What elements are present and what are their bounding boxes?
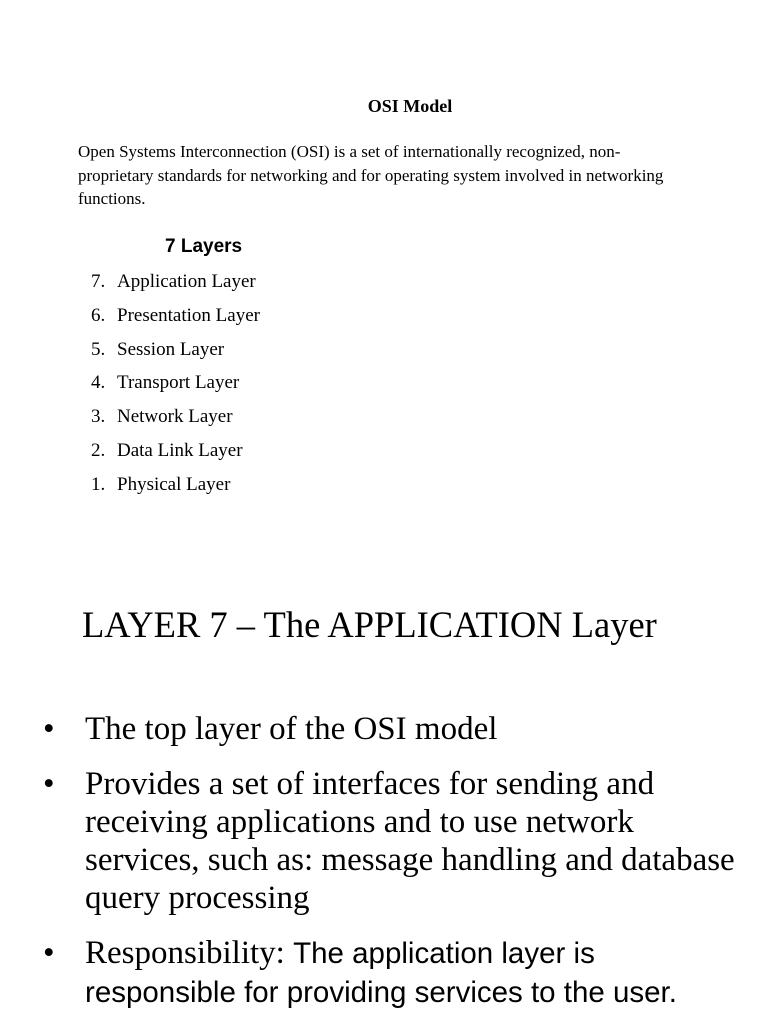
- bullet-list: [40, 710, 740, 1029]
- layer-list: [91, 268, 260, 505]
- layer-number: 3.: [91, 406, 106, 428]
- bullet-icon: •: [43, 766, 55, 802]
- layer-label: Network Layer: [117, 406, 233, 428]
- bullet-lead: Responsibility:: [85, 935, 294, 971]
- intro-paragraph: Open Systems Interconnection (OSI) is a set of internationally recognized, non-proprietary standards for networking and for operating system involved in networking functions.: [78, 142, 664, 208]
- layer-item: [91, 403, 260, 437]
- layer-number: 6.: [91, 304, 106, 326]
- layer-label: Transport Layer: [117, 372, 240, 394]
- bullet-icon: •: [43, 711, 55, 747]
- layer-number: 7.: [91, 271, 106, 292]
- bullet-item: [40, 765, 740, 917]
- layer-label: Physical Layer: [117, 473, 231, 495]
- layer-number: 1.: [91, 473, 106, 495]
- layer-item: [91, 369, 260, 403]
- layer-item: [91, 336, 260, 370]
- layer-number: 4.: [91, 372, 106, 394]
- document-title: OSI Model: [367, 96, 453, 116]
- layer-label: Data Link Layer: [117, 439, 243, 461]
- layer-number: 5.: [91, 338, 106, 360]
- layer-item: [91, 471, 260, 505]
- layers-heading: 7 Layers: [165, 236, 243, 257]
- layer-item: [91, 437, 260, 471]
- bullet-item: [40, 710, 740, 748]
- bullet-item: [40, 934, 740, 1012]
- bullet-text: The top layer of the OSI model: [85, 711, 498, 747]
- slide-title: LAYER 7 – The APPLICATION Layer: [82, 604, 657, 645]
- layer-label: Presentation Layer: [117, 304, 260, 326]
- bullet-text: The application layer is responsible for providing services to the user.: [85, 937, 677, 1009]
- bullet-text: Provides a set of interfaces for sending and receiving applications and to use network services, such as: message handling and database query processing: [85, 766, 735, 916]
- layer-label: Application Layer: [117, 271, 256, 292]
- bullet-icon: •: [43, 935, 55, 971]
- layer-item: [91, 302, 260, 336]
- layer-item: [91, 268, 260, 302]
- layer-number: 2.: [91, 439, 106, 461]
- layer-label: Session Layer: [117, 338, 225, 360]
